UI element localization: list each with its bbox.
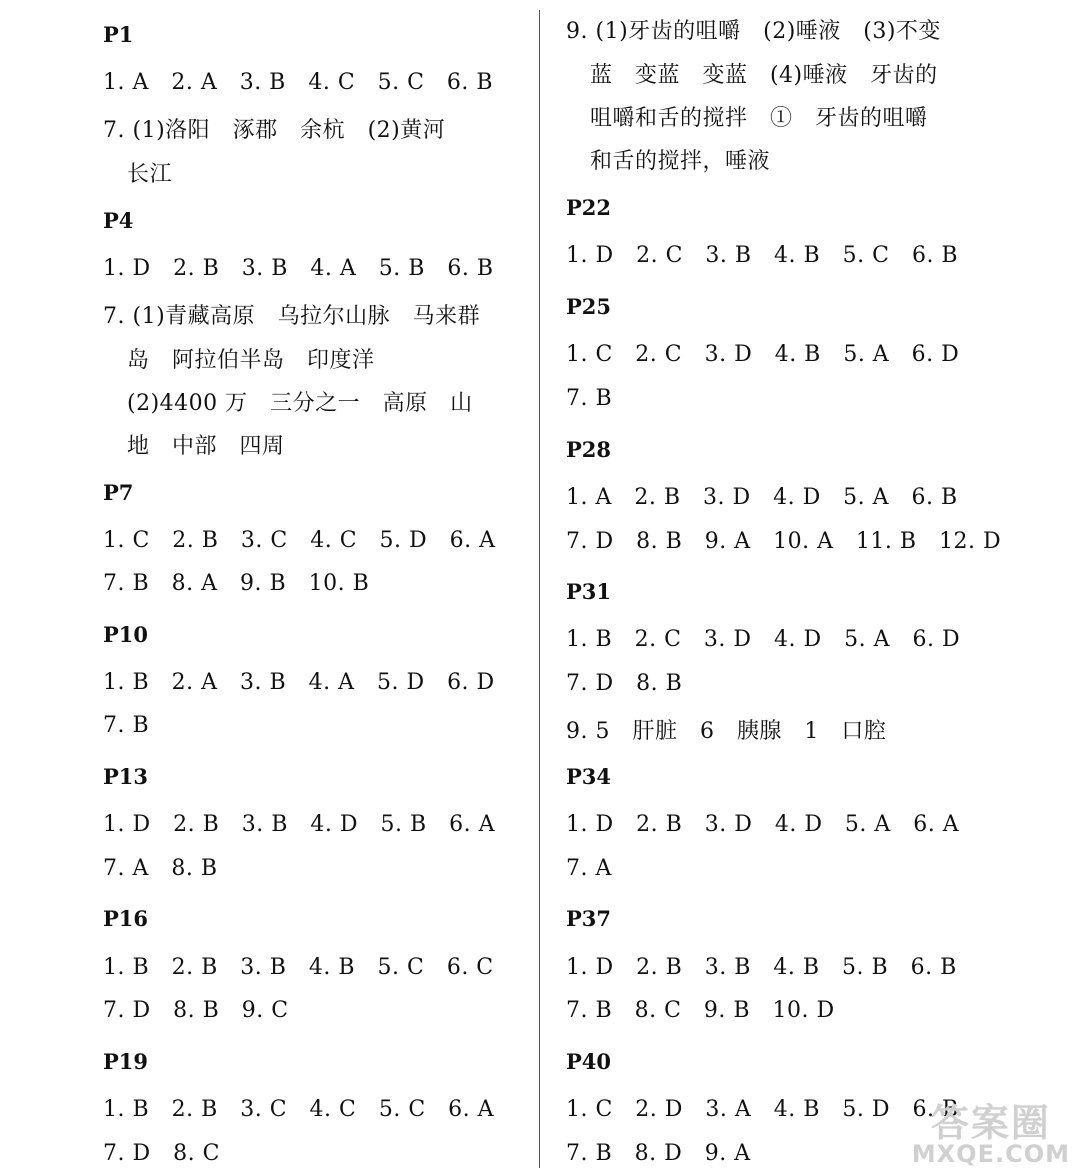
answer-line: 1. B 2. B 3. C 4. C 5. C 6. A xyxy=(103,1097,495,1122)
answer-line: 7. D 8. B 9. C xyxy=(103,998,289,1023)
section-title-p22: P22 xyxy=(566,195,612,220)
section-title-p37: P37 xyxy=(566,906,612,931)
watermark-text: 答案圈 xyxy=(930,1101,1051,1145)
answer-line: 7. (1)洛阳 涿郡 余杭 (2)黄河 xyxy=(103,118,446,143)
answer-line: 1. A 2. B 3. D 4. D 5. A 6. B xyxy=(566,485,958,510)
section-title-p10: P10 xyxy=(103,622,149,647)
column-divider xyxy=(539,10,540,1168)
answer-line: 1. B 2. B 3. B 4. B 5. C 6. C xyxy=(103,955,494,980)
section-title-p25: P25 xyxy=(566,294,612,319)
section-title-p19: P19 xyxy=(103,1049,149,1074)
answer-line: 岛 阿拉伯半岛 印度洋 xyxy=(127,348,375,373)
watermark-logo xyxy=(911,1101,1070,1168)
section-title-p31: P31 xyxy=(566,579,612,604)
section-title-p40: P40 xyxy=(566,1049,612,1074)
section-title-p28: P28 xyxy=(566,437,612,462)
answer-line: 1. D 2. B 3. B 4. D 5. B 6. A xyxy=(103,812,495,837)
answer-line: (2)4400 万 三分之一 高原 山 xyxy=(127,391,473,416)
answer-line: 和舌的搅拌，唾液 xyxy=(590,149,771,174)
answer-line: 7. (1)青藏高原 乌拉尔山脉 马来群 xyxy=(103,304,481,329)
answer-line: 7. B xyxy=(566,386,613,411)
section-title-p13: P13 xyxy=(103,764,149,789)
answer-line: 7. B 8. C 9. B 10. D xyxy=(566,998,835,1023)
watermark-url: MXQE.COM xyxy=(911,1140,1070,1168)
answer-line: 1. D 2. B 3. B 4. B 5. B 6. B xyxy=(566,955,957,980)
section-title-p16: P16 xyxy=(103,906,149,931)
answer-line: 7. B 8. D 9. A xyxy=(566,1141,751,1166)
answer-line: 7. A 8. B xyxy=(103,856,218,881)
answer-line: 7. B 8. A 9. B 10. B xyxy=(103,571,370,596)
section-title-p1: P1 xyxy=(103,22,134,47)
answer-line: 1. B 2. C 3. D 4. D 5. A 6. D xyxy=(566,627,961,652)
answer-line: 7. D 8. C xyxy=(103,1141,220,1166)
answer-line: 1. B 2. A 3. B 4. A 5. D 6. D xyxy=(103,670,495,695)
answer-line: 蓝 变蓝 变蓝 (4)唾液 牙齿的 xyxy=(590,63,938,88)
answer-line: 1. C 2. D 3. A 4. B 5. D 6. B xyxy=(566,1097,959,1122)
section-title-p4: P4 xyxy=(103,208,134,233)
answer-line: 9. 5 肝脏 6 胰腺 1 口腔 xyxy=(566,719,887,744)
answer-line: 1. D 2. B 3. B 4. A 5. B 6. B xyxy=(103,256,494,281)
answer-line: 咀嚼和舌的搅拌 ① 牙齿的咀嚼 xyxy=(590,106,928,131)
answer-line: 7. D 8. B 9. A 10. A 11. B 12. D xyxy=(566,529,1002,554)
section-title-p34: P34 xyxy=(566,764,612,789)
answer-line: 1. C 2. C 3. D 4. B 5. A 6. D xyxy=(566,342,960,367)
answer-line: 长江 xyxy=(127,162,173,187)
answer-line: 地 中部 四周 xyxy=(127,434,285,459)
answer-line: 7. B xyxy=(103,713,150,738)
answer-line: 1. D 2. C 3. B 4. B 5. C 6. B xyxy=(566,243,959,268)
section-title-p7: P7 xyxy=(103,480,134,505)
answer-line: 7. D 8. B xyxy=(566,671,683,696)
answer-line: 7. A xyxy=(566,856,612,881)
answer-line: 9. (1)牙齿的咀嚼 (2)唾液 (3)不变 xyxy=(566,19,941,44)
answer-line: 1. D 2. B 3. D 4. D 5. A 6. A xyxy=(566,812,960,837)
answer-line: 1. C 2. B 3. C 4. C 5. D 6. A xyxy=(103,528,496,553)
answer-line: 1. A 2. A 3. B 4. C 5. C 6. B xyxy=(103,70,494,95)
